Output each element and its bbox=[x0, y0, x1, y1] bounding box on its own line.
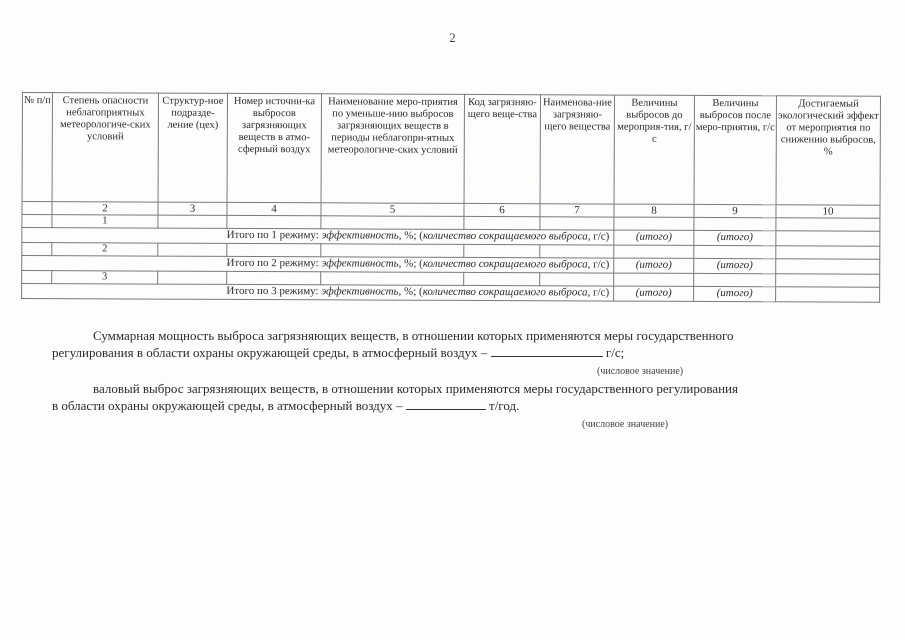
header-cell: № п/п bbox=[22, 93, 52, 202]
gross-emission-blank bbox=[406, 408, 486, 410]
measures-table bbox=[21, 92, 881, 303]
column-number: 2 bbox=[52, 202, 158, 215]
header-cell: Степень опасности неблагоприятных метеорологиче-ских условий bbox=[52, 93, 158, 202]
regime-total-row bbox=[22, 284, 880, 303]
itogo-before: (итого) bbox=[614, 286, 694, 301]
column-number: 9 bbox=[694, 204, 776, 217]
regime-number: 3 bbox=[52, 271, 158, 284]
itogo-after: (итого) bbox=[694, 258, 776, 273]
total-power-unit: г/с; bbox=[605, 345, 625, 360]
page-number: 2 bbox=[449, 30, 456, 45]
gross-emission-line2 bbox=[52, 397, 852, 414]
column-number bbox=[22, 202, 52, 215]
header-cell: Наименование меро-приятия по уменьше-нию выбросов загрязняющих веществ в периоды неблагопри-ятных метеорологиче-ских условий bbox=[321, 94, 464, 204]
regime-total-label: Итого по 2 режиму: эффективность, %; (количество сокращаемого выброса, г/с) bbox=[22, 256, 614, 274]
itogo-after: (итого) bbox=[694, 286, 776, 301]
gross-emission-line1: валовый выброс загрязняющих веществ, в отношении которых применяются меры государственного регулирования bbox=[93, 381, 738, 396]
gross-emission-caption: (числовое значение) bbox=[582, 419, 669, 430]
column-number: 8 bbox=[614, 204, 694, 217]
header-cell: Достигаемый экологический эффект от мероприятия по снижению выбросов, % bbox=[776, 96, 880, 205]
regime-number: 1 bbox=[52, 215, 158, 228]
header-cell: Величины выбросов после меро-приятия, г/с bbox=[694, 95, 776, 204]
regime-total-label: Итого по 1 режиму: эффективность, %; (количество сокращаемого выброса, г/с) bbox=[22, 228, 614, 246]
gross-emission-text: в области охраны окружающей среды, в атмосферный воздух – bbox=[52, 398, 403, 413]
itogo-before: (итого) bbox=[614, 230, 694, 245]
header-cell: Номер источни-ка выбросов загрязняющих веществ в атмо-сферный воздух bbox=[227, 93, 321, 202]
header-cell: Код загрязняю-щего веще-ства bbox=[464, 94, 540, 203]
itogo-before: (итого) bbox=[614, 258, 694, 273]
column-number: 10 bbox=[776, 205, 880, 218]
column-number: 3 bbox=[158, 202, 227, 215]
header-cell: Наименова-ние загрязняю-щего вещества bbox=[540, 95, 614, 204]
header-cell: Величины выбросов до мероприя-тия, г/с bbox=[614, 95, 694, 204]
total-power-text: регулирования в области охраны окружающей среды, в атмосферный воздух – bbox=[52, 345, 488, 360]
header-cell: Структур-ное подразде-ление (цех) bbox=[158, 93, 227, 202]
total-power-blank bbox=[491, 355, 603, 357]
itogo-after: (итого) bbox=[694, 230, 776, 245]
total-power-caption: (числовое значение) bbox=[597, 366, 684, 377]
column-number: 7 bbox=[540, 204, 614, 217]
column-number: 4 bbox=[227, 202, 321, 215]
header-row bbox=[22, 93, 880, 206]
column-number: 6 bbox=[464, 203, 540, 216]
regime-number: 2 bbox=[52, 243, 158, 256]
column-number: 5 bbox=[321, 203, 464, 217]
regime-total-label: Итого по 3 режиму: эффективность, %; (количество сокращаемого выброса, г/с) bbox=[22, 284, 614, 302]
total-power-line2 bbox=[52, 344, 852, 361]
total-power-line1: Суммарная мощность выброса загрязняющих веществ, в отношении которых применяются меры государственного bbox=[93, 328, 734, 343]
gross-emission-unit: т/год. bbox=[489, 398, 520, 413]
